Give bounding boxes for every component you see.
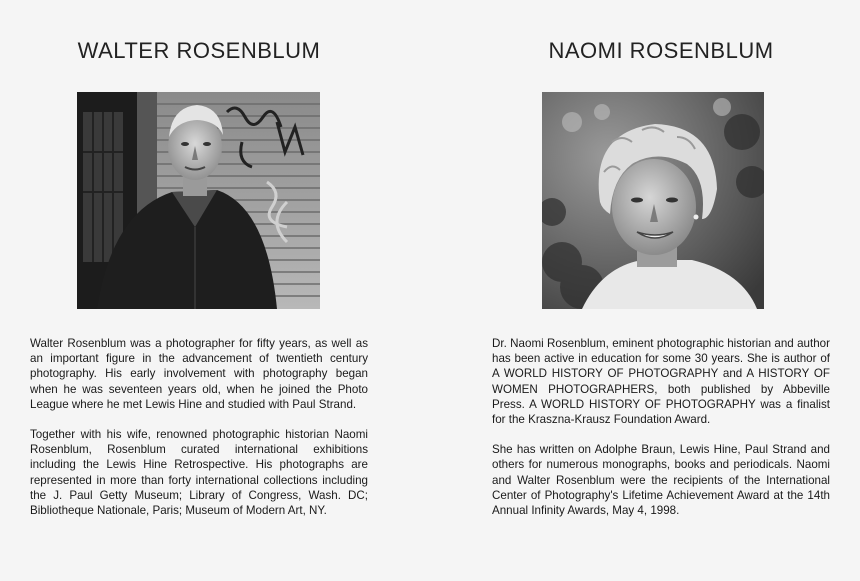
naomi-bio-paragraph-1: Dr. Naomi Rosenblum, eminent photographic historian and author has been active in education for some 30 years. She is author of A WORLD HISTORY OF PHOTOGRAPHY and A HISTORY OF WOMEN PHOTOGRAPHERS, both published by Abbeville Press. A WORLD HISTORY OF PHOTOGRAPHY was a finalist for the Kraszna-Krausz Foundation Award. bbox=[492, 337, 830, 427]
naomi-bio-paragraph-2: She has written on Adolphe Braun, Lewis Hine, Paul Strand and others for numerous monographs, books and periodicals. Naomi and Walter Rosenblum were the recipients of the International Center of Photography's Lifetime Achievement Award at the 14th Annual Infinity Awards, May 4, 1998. bbox=[492, 443, 830, 518]
naomi-portrait-photo bbox=[542, 92, 764, 309]
naomi-name-heading: NAOMI ROSENBLUM bbox=[548, 38, 774, 63]
naomi-portrait-image bbox=[542, 92, 764, 309]
walter-biography bbox=[30, 336, 368, 533]
walter-bio-paragraph-1: Walter Rosenblum was a photographer for fifty years, as well as an important figure in the advancement of twentieth century photography. His early involvement with photography began when he was seventeen years old, when he joined the Photo League where he met Lewis Hine and studied with Paul Strand. bbox=[30, 337, 368, 411]
walter-name-heading: WALTER ROSENBLUM bbox=[77, 38, 321, 63]
naomi-biography bbox=[492, 336, 830, 533]
walter-bio-paragraph-2: Together with his wife, renowned photographic historian Naomi Rosenblum, Rosenblum curated international exhibitions including the Lewis Hine Retrospective. His photographs are represented in more than forty international collections including the J. Paul Getty Museum; Library of Congress, Wash. DC; Bibliotheque Nationale, Paris; Museum of Modern Art, NY. bbox=[30, 428, 368, 518]
walter-portrait-image bbox=[77, 92, 320, 309]
walter-portrait-photo bbox=[77, 92, 320, 309]
